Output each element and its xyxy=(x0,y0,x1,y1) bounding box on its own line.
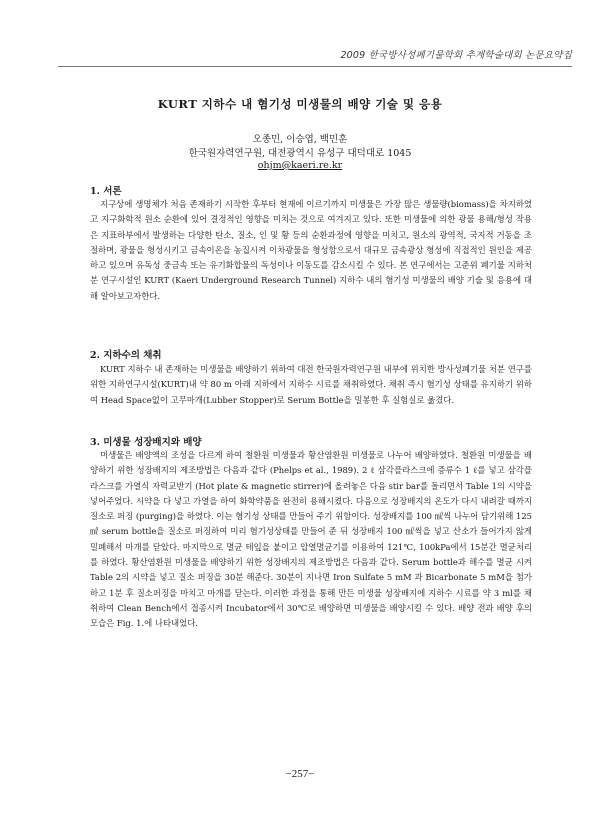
affiliation: 한국원자력연구원, 대전광역시 유성구 대덕대로 1045 xyxy=(188,148,412,159)
section-heading-sampling: 2. 지하수의 채취 xyxy=(90,350,162,361)
conference-header: 2009 한국방사성폐기물학회 추계학술대회 논문요약집 xyxy=(340,50,572,61)
section-body-sampling: KURT 지하수 내 존재하는 미생물을 배양하기 위하여 대전 한국원자력연구원 내부에 위치한 방사성폐기물 처분 연구를 위한 지하연구시설(KURT)내 약 80 m 아래 지하에서 지하수 시료를 채취하였다. 채취 즉시 혐기성 상태를 유지하기 위하여 Head Space없이 고무마개(Lubber Stopper)로 Serum Bottle을 밀봉한 후 실험실로 옮겼다. xyxy=(90,364,532,405)
section-heading-introduction: 1. 서론 xyxy=(90,186,122,197)
section-heading-culture-media: 3. 미생물 성장배지와 배양 xyxy=(90,437,202,448)
paper-title: KURT 지하수 내 혐기성 미생물의 배양 기술 및 응용 xyxy=(157,97,443,111)
header-rule xyxy=(58,66,572,67)
section-body-introduction: 지구상에 생명체가 처음 존재하기 시작한 후부터 현재에 이르기까지 미생물은 가장 많은 생물량(biomass)을 차지하였고 지구화학적 원소 순환에 있어 결정적인 영향을 미치는 것으로 여겨지고 있다. 또한 미생물에 의한 광물 용해/형성 작용은 지표하부에서 발생하는 다양한 탄소, 질소, 인 및 황 등의 순환과정에 영향을 미치고, 원소의 광역적, 국지적 거동을 조절하며, 광물을 형성시키고 금속이온을 농집시켜 이차광물을 형성함으로서 대규모 금속광상 형성에 직접적인 원인을 제공하고 있으며 유독성 중금속 또는 유기화합물의 독성이나 이동도를 감소시킬 수 있다. 본 연구에서는 고준위 폐기물 지하처분 연구시설인 KURT (Kaeri Underground Research Tunnel) 지하수 내의 혐기성 미생물의 배양 기술 및 응용에 대해 알아보고자한다. xyxy=(90,199,532,301)
page-number: −257− xyxy=(285,768,315,780)
author-list: 오종민, 이승엽, 백민훈 xyxy=(252,134,348,145)
contact-email xyxy=(0,160,600,171)
email-link[interactable]: ohjm@kaeri.re.kr xyxy=(257,160,343,171)
section-body-culture-media: 미생물은 배양액의 조성을 다르게 하여 철환원 미생물과 황산염환원 미생물로 나누어 배양하였다. 철환원 미생물을 배양하기 위한 성장배지의 제조방법은 다음과 같다 (Phelps et al., 1989). 2 ℓ 삼각플라스크에 증류수 1 ℓ를 넣고 삼각플라스크를 가열식 자력교반기 (Hot plate & magnetic stirrer)에 올려놓은 다음 stir bar를 돌리면서 Table 1의 시약을 넣어주었다. 시약을 다 넣고 가열을 하여 화학약품을 완전히 용해시켰다. 다음으로 성장배지의 온도가 다시 내려갈 때까지 질소로 퍼징 (purging)을 하였다. 이는 혐기성 상태를 만들어 주기 위함이다. 성장배지를 100 ㎖씩 나누어 담기위해 125 ㎖ serum bottle을 질소로 퍼징하여 미리 혐기성상태를 만들어 준 뒤 성장배지 100 ㎖씩을 넣고 산소가 들어가지 않게 밀폐해서 마개를 닫았다. 마지막으로 멸균 테잎을 붙이고 압열멸균기를 이용하여 121℃, 100kPa에서 15분간 멸균처리를 하였다. 황산염환원 미생물을 배양하기 위한 성장배지의 제조방법은 다음과 같다. Serum bottle과 해수를 멸균 시켜 Table 2의 시약을 넣고 질소 퍼징을 30분 해준다. 30분이 지나면 Iron Sulfate 5 mM 과 Bicarbonate 5 mM을 첨가하고 1분 후 질소퍼징을 마치고 마개를 닫는다. 이러한 과정을 통해 만든 미생물 성장배지에 지하수 시료를 약 3 ml를 채취하여 Clean Bench에서 접종시켜 Incubator에서 30℃로 배양하면 미생물을 배양시킬 수 있다. 배양 전과 배양 후의 모습은 Fig. 1.에 나타내었다. xyxy=(90,450,532,629)
